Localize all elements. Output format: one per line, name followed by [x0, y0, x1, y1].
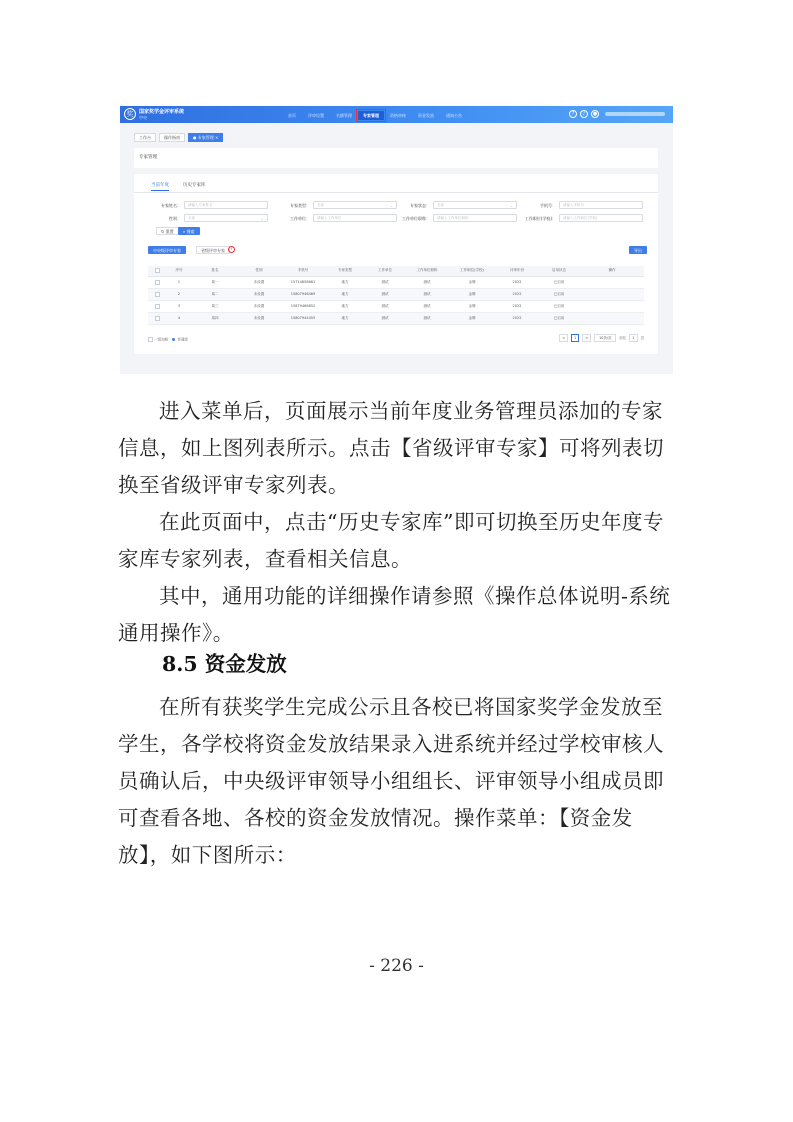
table-cell: 金牌	[448, 288, 496, 300]
nav-item-fund-payment[interactable]: 资金发放	[418, 112, 434, 118]
tab-expert-management[interactable]: ● 专家管理 ×	[188, 133, 223, 142]
table-cell: 地方	[326, 276, 364, 288]
row-style-legend	[148, 337, 188, 343]
nav-item-home[interactable]: 首页	[288, 112, 296, 118]
col-header: 序号	[166, 266, 192, 276]
app-header	[120, 106, 673, 123]
filter-label-expert-status: 专家状态：	[410, 203, 430, 208]
table-cell	[580, 312, 644, 324]
col-header: 操作	[580, 266, 644, 276]
nav-item-review-settings[interactable]: 评审设置	[308, 112, 324, 118]
table-cell: 未设置	[238, 276, 280, 288]
table-cell: 测试	[364, 276, 406, 288]
filter-label-expert-name: 专家姓名：	[161, 203, 181, 208]
table-cell: 周一	[192, 276, 238, 288]
table-header-row	[148, 266, 644, 276]
col-header: 评审年份	[496, 266, 538, 276]
col-header: 工作单位职称	[406, 266, 448, 276]
work-title-input[interactable]: 请输入工作单位职称	[433, 214, 517, 222]
select-all-checkbox[interactable]	[148, 266, 166, 276]
table-cell: 金牌	[448, 312, 496, 324]
next-page-button[interactable]: >	[582, 334, 591, 342]
filter-label-work-title: 工作单位职称：	[402, 216, 430, 221]
help-icon[interactable]: ?	[569, 110, 577, 118]
table-cell: 已启用	[538, 300, 580, 312]
expert-type-select[interactable]: 全部 ⌄	[313, 201, 397, 209]
nav-item-quota[interactable]: 名额管理	[336, 112, 352, 118]
paragraph-fund-payment: 在所有获奖学生完成公示且各校已将国家奖学金发放至学生，各学校将资金发放结果录入进系统并经过学校审核人员确认后，中央级评审领导小组组长、评审领导小组成员即可查看各地、各校的资金发放情况。操作菜单：【资金发放】，如下图所示：	[118, 695, 664, 867]
expert-status-select[interactable]: 全部 ⌄	[433, 201, 517, 209]
row-checkbox[interactable]	[148, 288, 166, 300]
help-circle-icon[interactable]: ?	[228, 246, 235, 253]
table-row[interactable]	[148, 312, 644, 324]
page-title: 专家管理	[139, 155, 157, 160]
paragraph-history-library: 在此页面中，点击“历史专家库”即可切换至历史年度专家库专家列表，查看相关信息。	[118, 510, 664, 571]
table-cell: 测试	[364, 288, 406, 300]
table-cell: 金牌	[448, 276, 496, 288]
table-cell: 15714658661	[280, 276, 326, 288]
table-cell: 未设置	[238, 288, 280, 300]
table-cell: 2	[166, 288, 192, 300]
table-cell: 已启用	[538, 312, 580, 324]
table-cell: 地方	[326, 300, 364, 312]
page-number-button[interactable]: 1	[571, 334, 579, 342]
user-name-redacted[interactable]	[605, 112, 665, 116]
nav-item-notices[interactable]: 通知公告	[446, 112, 462, 118]
filter-label-work-position: 工作职位(学校)：	[524, 216, 556, 221]
table-cell: 金牌	[448, 300, 496, 312]
col-header: 性别	[238, 266, 280, 276]
row-checkbox[interactable]	[148, 276, 166, 288]
table-cell	[580, 276, 644, 288]
expert-table	[148, 266, 644, 325]
goto-page-input[interactable]: 1	[629, 334, 637, 342]
table-cell: 2022	[496, 300, 538, 312]
page-unit-label: 页	[640, 335, 644, 340]
nav-item-qualification[interactable]: 资格审核	[390, 112, 406, 118]
user-icon[interactable]: ●	[592, 111, 598, 117]
table-cell: 未设置	[238, 300, 280, 312]
col-header: 姓名	[192, 266, 238, 276]
header-icons	[569, 110, 599, 118]
year-subtabs	[151, 182, 206, 191]
table-cell: 测试	[364, 312, 406, 324]
table-cell: 1	[166, 276, 192, 288]
prev-page-button[interactable]: <	[559, 334, 568, 342]
legend-swatch	[148, 337, 153, 342]
row-checkbox[interactable]	[148, 300, 166, 312]
table-cell: 测试	[364, 300, 406, 312]
filter-label-gender: 性别：	[169, 216, 181, 221]
chevron-down-icon: ⌄	[509, 203, 513, 208]
filter-label-expert-type: 专家类型：	[290, 203, 310, 208]
search-icon: ⌕	[183, 229, 186, 234]
page-title-card	[134, 148, 658, 168]
col-header: 启用状态	[538, 266, 580, 276]
divider	[134, 192, 658, 193]
table-cell: 已启用	[538, 276, 580, 288]
table-cell: 测试	[406, 276, 448, 288]
export-button[interactable]: 导出	[629, 246, 647, 254]
phone-input[interactable]: 请输入手机号	[559, 201, 643, 209]
filter-label-work-unit: 工作单位：	[290, 216, 310, 221]
bell-icon[interactable]: ♪	[580, 110, 588, 118]
goto-label: 前往	[619, 335, 627, 340]
table-cell: 4	[166, 312, 192, 324]
table-cell: 15879466852	[280, 300, 326, 312]
table-cell	[580, 288, 644, 300]
tab-guide[interactable]: 操作指南	[159, 133, 185, 142]
legend-dot-icon	[172, 338, 175, 341]
expert-name-input[interactable]: 请输入专家姓名	[184, 201, 268, 209]
table-cell: 测试	[406, 312, 448, 324]
chevron-down-icon: ⌄	[260, 216, 264, 221]
app-logo-icon: 奖	[124, 108, 136, 120]
app-title: 国家奖学金评审系统	[139, 109, 185, 115]
col-header: 手机号	[280, 266, 326, 276]
table-row[interactable]	[148, 300, 644, 312]
col-header: 工作单位	[364, 266, 406, 276]
central-expert-tab-button[interactable]: 中央级评审专家	[148, 246, 186, 254]
embedded-screenshot	[120, 106, 673, 374]
reset-button[interactable]: ↻ 重置	[156, 227, 179, 235]
table-row[interactable]	[148, 288, 644, 300]
provincial-expert-tab-button[interactable]: 省级评审专家	[196, 246, 230, 254]
legend-label-bold: 一级加粗	[154, 337, 169, 342]
search-button[interactable]: ⌕ 搜索	[178, 227, 200, 235]
table-cell: 地方	[326, 312, 364, 324]
table-cell: 周三	[192, 300, 238, 312]
table-cell: 地方	[326, 288, 364, 300]
refresh-icon: ↻	[161, 229, 165, 234]
subtab-history-library[interactable]: 历史专家库	[183, 183, 206, 188]
gender-select[interactable]: 全部 ⌄	[184, 214, 268, 222]
table-cell: 2022	[496, 288, 538, 300]
page-size-select[interactable]: 10条/页	[594, 334, 616, 342]
col-header: 工作职位(学校)	[448, 266, 496, 276]
table-cell: 15807944455	[280, 312, 326, 324]
subtab-current-year[interactable]: 当前年度	[151, 182, 169, 191]
tab-workbench[interactable]: 工作台	[134, 133, 156, 142]
pagination	[559, 334, 644, 342]
work-position-input[interactable]: 请输入工作职位(学校)	[559, 214, 643, 222]
section-heading: 8.5 资金发放	[162, 652, 287, 676]
table-cell: 已启用	[538, 288, 580, 300]
table-row[interactable]	[148, 276, 644, 288]
chevron-down-icon: ⌄	[389, 203, 393, 208]
row-checkbox[interactable]	[148, 312, 166, 324]
expert-list-card	[134, 174, 658, 354]
table-cell: 2022	[496, 276, 538, 288]
table-cell	[580, 300, 644, 312]
table-cell: 测试	[406, 288, 448, 300]
table-cell: 测试	[406, 300, 448, 312]
paragraph-expert-list: 进入菜单后，页面展示当前年度业务管理员添加的专家信息，如上图列表所示。点击【省级评审专家】可将列表切换至省级评审专家列表。	[118, 399, 664, 497]
page-number: - 226 -	[369, 956, 424, 976]
table-cell: 周四	[192, 312, 238, 324]
col-header: 专家类型	[326, 266, 364, 276]
table-cell: 2022	[496, 312, 538, 324]
table-cell: 周二	[192, 288, 238, 300]
top-nav	[282, 110, 468, 120]
table-cell: 3	[166, 300, 192, 312]
table-cell: 未设置	[238, 312, 280, 324]
work-unit-input[interactable]: 请输入工作单位	[313, 214, 397, 222]
page-tabs	[134, 133, 223, 142]
app-subtitle: 中央	[139, 115, 147, 120]
paragraph-general-functions: 其中，通用功能的详细操作请参照《操作总体说明-系统通用操作》。	[118, 584, 671, 645]
table-cell: 15807946469	[280, 288, 326, 300]
nav-item-expert-management[interactable]: 专家管理	[358, 111, 384, 120]
filter-label-phone: 手机号：	[540, 203, 556, 208]
legend-label-normal: 普通级	[177, 337, 188, 342]
